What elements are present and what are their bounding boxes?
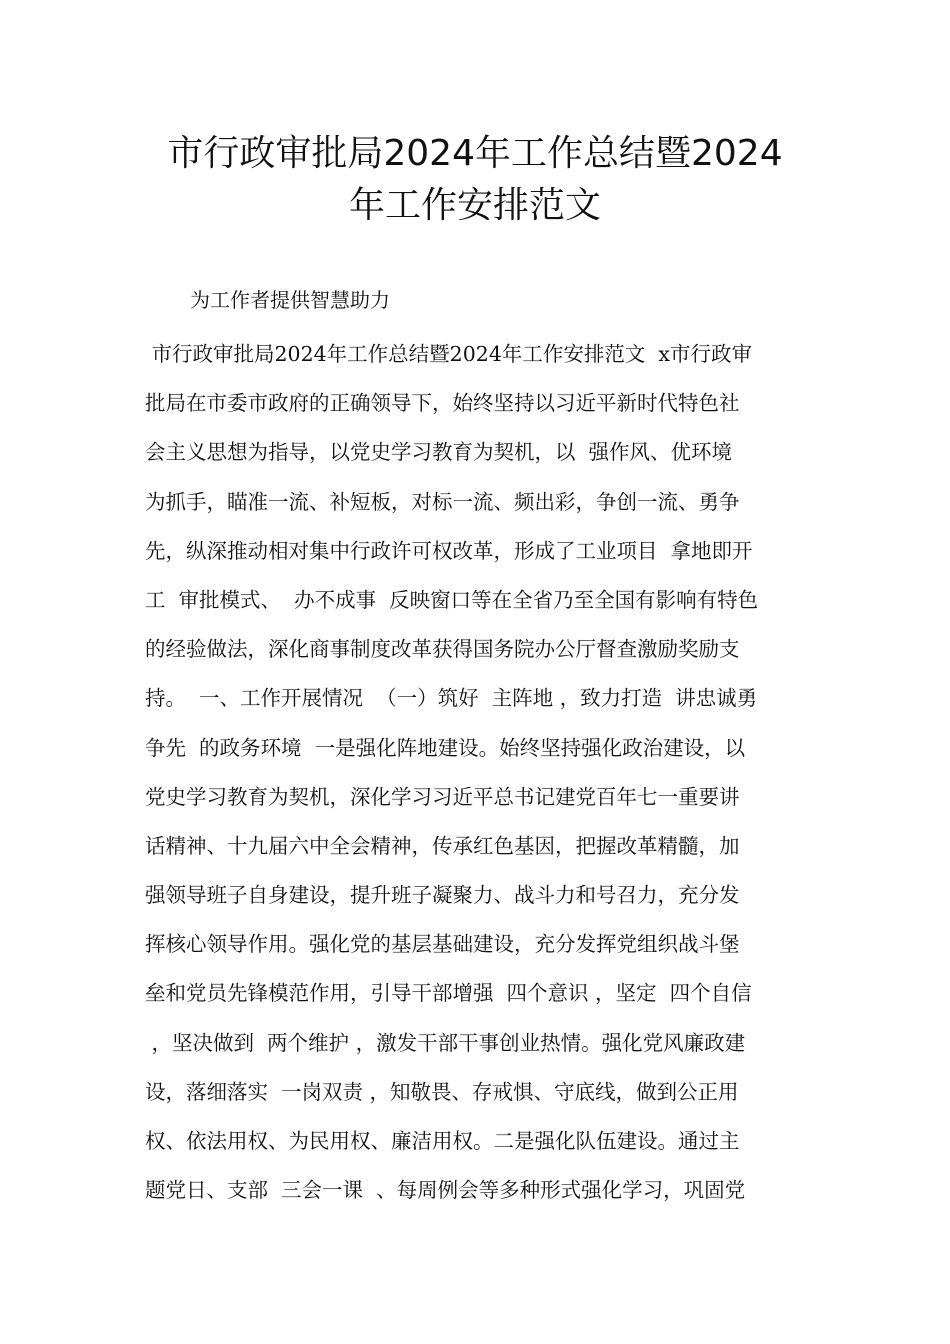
body-line: 的经验做法，深化商事制度改革获得国务院办公厅督查激励奖励支	[145, 637, 740, 662]
body-line: 挥核心领导作用。强化党的基层基础建设，充分发挥党组织战斗堡	[145, 932, 740, 957]
body-line: 设，落细落实 一岗双责 ，知敬畏、存戒惧、守底线，做到公正用	[145, 1079, 739, 1104]
document-subtitle: 为工作者提供智慧助力	[190, 288, 390, 312]
body-line: 党史学习教育为契机，深化学习习近平总书记建党百年七一重要讲	[145, 784, 740, 809]
body-line: 持。 一、工作开展情况 （一）筑好 主阵地 ，致力打造 讲忠诚勇	[145, 686, 758, 711]
document-body	[145, 334, 825, 1219]
body-line: 权、依法用权、为民用权、廉洁用权。二是强化队伍建设。通过主	[145, 1129, 740, 1153]
body-line: 会主义思想为指导，以党史学习教育为契机，以 强作风、优环境	[145, 440, 733, 465]
body-line: 题党日、支部 三会一课 、每周例会等多种形式强化学习，巩固党	[145, 1178, 746, 1203]
document-title	[100, 128, 850, 232]
body-line: 垒和党员先锋模范作用，引导干部增强 四个意识 ，坚定 四个自信	[145, 981, 752, 1006]
title-line-1: 市行政审批局2024年工作总结暨2024	[167, 133, 783, 174]
body-line: ，坚决做到 两个维护 ，激发干部干事创业热情。强化党风廉政建	[145, 1030, 746, 1055]
body-line: 话精神、十九届六中全会精神，传承红色基因，把握改革精髓，加	[145, 833, 740, 858]
title-line-2: 年工作安排范文	[348, 185, 601, 226]
body-line: 强领导班子自身建设，提升班子凝聚力、战斗力和号召力，充分发	[145, 883, 740, 908]
body-line: 市行政审批局2024年工作总结暨2024年工作安排范文 x市行政审	[145, 342, 752, 366]
body-line: 批局在市委市政府的正确领导下，始终坚持以习近平新时代特色社	[145, 391, 740, 416]
body-line: 工 审批模式、 办不成事 反映窗口等在全省乃至全国有影响有特色	[145, 587, 759, 612]
body-line: 争先 的政务环境 一是强化阵地建设。始终坚持强化政治建设，以	[145, 735, 746, 760]
body-line: 为抓手，瞄准一流、补短板，对标一流、频出彩，争创一流、勇争	[145, 489, 740, 514]
body-line: 先，纵深推动相对集中行政许可权改革，形成了工业项目 拿地即开	[145, 538, 753, 563]
